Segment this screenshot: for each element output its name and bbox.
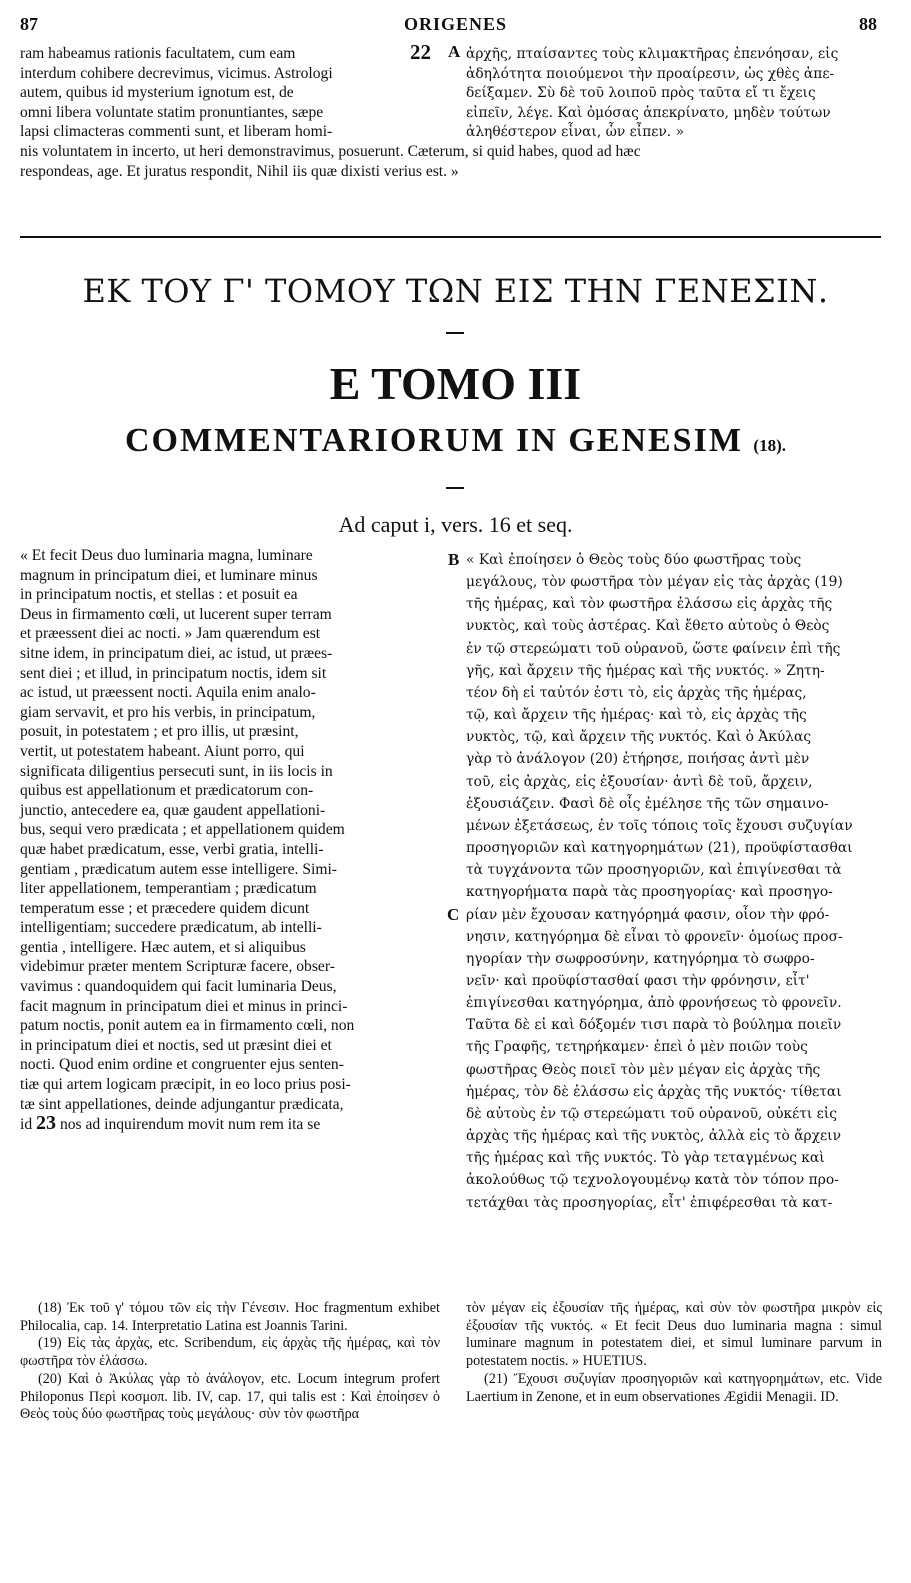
text-line: in principatum noctis, et stellas : et posuit ea — [20, 586, 298, 604]
text-line: μένων ἐξετάσεως, ἐν τοῖς τόποις τοῖς ἔχουσι συζυγίαν — [466, 817, 853, 834]
text-line: bus, sequi vero prædicata ; et appellationem quidem — [20, 821, 345, 839]
text-line: sitne idem, in principatum diei, ac istud, ut præes- — [20, 644, 333, 662]
text-line: tiæ qui artem logicam præcipit, in eo loco prius posi- — [20, 1076, 351, 1094]
text-line: tæ sint appellationes, deinde adjungantur prædicata, — [20, 1095, 344, 1113]
top-greek-column — [466, 45, 881, 143]
text-line: ρίαν μὲν ἔχουσαν κατηγόρημά φασιν, οἷον τὴν φρό- — [466, 906, 830, 923]
text-line: τετάχθαι τὰς προσηγορίας, εἶτ' ἐπιφέρεσθαι τὰ κατ- — [466, 1194, 833, 1211]
text-line: « Et fecit Deus duo luminaria magna, luminare — [20, 547, 313, 564]
text-line: τέον δὴ εἰ ταὐτόν ἐστι τὸ, εἰς ἀρχὰς τῆς ἡμέρας, — [466, 684, 807, 701]
text-line: in principatum diei et noctis, sed ut præsint diei et — [20, 1036, 332, 1054]
text-line: videbimur præter mentem Scripturæ facere, obser- — [20, 958, 335, 976]
top-full-width-text — [20, 142, 880, 181]
text-line: liter appellationem, temperantiam ; prædicatum — [20, 880, 317, 898]
text-line: γῆς, καὶ ἄρχειν τῆς ἡμέρας καὶ τῆς νυκτός. » Ζητη- — [466, 662, 825, 679]
text-line: patum noctis, ponit autem ea in firmamento cœli, non — [20, 1017, 355, 1035]
text-line: ἐξουσιάζειν. Φασὶ δὲ οἷς ἐμέλησε τῆς τῶν σημαινο- — [466, 795, 829, 812]
right-page-number: 88 — [859, 14, 877, 34]
text-line: nocti. Quod enim ordine et congruenter ejus senten- — [20, 1056, 344, 1074]
text-line: giam servavit, et pro his verbis, in principatum, — [20, 703, 316, 721]
text-line: τὰ τυγχάνοντα τῶν προσηγοριῶν, καὶ ἐπιγίνεσθαι τὰ — [466, 862, 842, 879]
text-line: omni libera voluntate statim pronuntiantes, sæpe — [20, 103, 324, 121]
text-line: ἀρχὰς τῆς ἡμέρας καὶ τῆς νυκτὸς, ἀλλὰ εἰς τὸ ἄρχειν — [466, 1128, 841, 1145]
footnote: (20) Καὶ ὁ Ἀκύλας γὰρ τὸ ἀνάλογον, etc. Locum integrum profert Philoponus Περὶ κοσμοπ. lib. IV, cap. 17, qui talis est : Καὶ ἐποίησεν ὁ Θεὸς τοὺς δύο φωστῆρας τοὺς μεγάλους· σὺν τὸν φωστῆρα — [20, 1370, 440, 1423]
text-line: Deus in firmamento cœli, ut lucerent super terram — [20, 605, 332, 623]
title-dash — [446, 332, 464, 334]
text-line: τῆς Γραφῆς, τετηρήκαμεν· ἐπεὶ ὁ μὲν ποιῶν τοὺς — [466, 1039, 808, 1056]
note-reference: (18). — [753, 436, 786, 455]
text-line: et præessent diei ac nocti. » Jam quærendum est — [20, 625, 321, 643]
text-line: lapsi climacteras commenti sunt, et liberam homi- — [20, 123, 333, 141]
text-line: significata diligentius persecuti sunt, in iis locis in — [20, 762, 333, 780]
running-title: ORIGENES — [403, 14, 508, 34]
text-line: quibus est appellationum et prædicatorum con- — [20, 782, 314, 800]
footnote: (21) Ἔχουσι συζυγίαν προσηγοριῶν καὶ κατηγορημάτων, etc. Vide Laertium in Zenone, et in eum observationes Ægidii Menagii. ID. — [466, 1370, 882, 1405]
text-line: vavimus : quandoquidem qui facit luminaria Deus, — [20, 978, 337, 996]
text-line: ἀληθέστερον εἶναι, ὧν εἶπεν. » — [466, 124, 685, 141]
text-line: νυκτὸς, τῷ, καὶ ἄρχειν τῆς νυκτός. Καὶ ὁ Ἀκύλας — [466, 729, 812, 746]
text-line: posuit, in potestatem ; et pro illis, ut præsint, — [20, 723, 299, 741]
text-line: ἀδηλότητα ποιούμενοι τὴν προαίρεσιν, ὡς χθὲς ἀπε- — [466, 65, 835, 82]
text-line: νεῖν· καὶ προϋφίστασθαί φασι τὴν φρόνησιν, εἶτ' — [466, 972, 810, 989]
text-line: εἰπεῖν, λέγε. Καὶ ὀμόσας ἀπεκρίνατο, μηδὲν τούτων — [466, 104, 831, 121]
text-line: vertit, ut potestatem habeant. Aiunt porro, qui — [20, 742, 305, 760]
body-latin-column — [20, 546, 442, 1135]
footnotes-left — [20, 1300, 440, 1424]
text-line: νυκτὸς, καὶ τοὺς ἀστέρας. Καὶ ἔθετο αὐτοὺς ὁ Θεὸς — [466, 618, 830, 635]
text-line: ἀκολούθως τῷ τεχνολογουμένῳ κατὰ τὸν τόπον προ- — [466, 1172, 839, 1189]
latin-section-title: E TOMO III — [329, 358, 582, 409]
footnote: τὸν μέγαν εἰς ἐξουσίαν τῆς ἡμέρας, καὶ σὺν τὸν φωστῆρα μικρὸν εἰς ἐξουσίαν τῆς νυκτός. « Et fecit Deus duo luminaria magna : simul luminare magnum in potestatem diei, et simul luminare parvum in potestatem noctis. » HUETIUS. — [466, 1300, 882, 1370]
subtitle-text: COMMENTARIORUM IN GENESIM — [124, 422, 743, 459]
chapter-reference: Ad caput i, vers. 16 et seq. — [338, 512, 573, 537]
text-line: « Καὶ ἐποίησεν ὁ Θεὸς τοὺς δύο φωστῆρας τοὺς — [466, 552, 802, 568]
column-marker-b: B — [448, 550, 460, 569]
column-marker-a: A — [448, 42, 461, 61]
text-line: τῆς ἡμέρας, καὶ τὸν φωστῆρα ἐλάσσω εἰς ἀρχὰς τῆς — [466, 596, 833, 613]
text-line: interdum cohibere decrevimus, vicimus. Astrologi — [20, 64, 333, 82]
text-line: ram habeamus rationis facultatem, cum eam — [20, 45, 296, 62]
text-line: nis voluntatem in incerto, ut heri demonstravimus, posuerunt. Cæterum, si quid habes, quod ad hæc — [20, 143, 641, 160]
text-line: junctio, antecedere ea, quæ gaudent appellationi- — [20, 801, 326, 819]
greek-section-title: ΕΚ ΤΟΥ Γ' ΤΟΜΟΥ ΤΩΝ ΕΙΣ ΤΗΝ ΓΕΝΕΣΙΝ. — [82, 272, 829, 310]
body-greek-column — [466, 549, 882, 1214]
text-line: ηγορίαν τὴν σωφροσύνην, κατηγόρημα τὸ σωφρο- — [466, 950, 815, 967]
text-line: ἐπιγίνεσθαι κατηγόρημα, ἀπὸ φρονήσεως τὸ φρονεῖν. — [466, 995, 842, 1012]
text-line: ἡμέρας, τὸν δὲ ἐλάσσω εἰς ἀρχὰς τῆς νυκτός· τίθεται — [466, 1083, 842, 1100]
text-line — [20, 1114, 442, 1135]
text-line: intelligentiam; succedere prædicatum, ab intelli- — [20, 919, 322, 937]
margin-number: 23 — [36, 1112, 57, 1135]
footnotes-right — [466, 1300, 882, 1406]
text-fragment: id — [20, 1116, 33, 1134]
text-line: ac istud, ut præessent nocti. Aquila enim analo- — [20, 684, 316, 702]
text-line: τοῦ, εἰς ἀρχὰς, εἰς ἐξουσίαν· ἀντὶ δὲ τοῦ, ἄρχειν, — [466, 773, 813, 790]
section-rule — [20, 236, 881, 238]
text-line: magnum in principatum diei, et luminare minus — [20, 566, 318, 584]
text-line: δείξαμεν. Σὺ δὲ τοῦ λοιποῦ πρὸς ταῦτα εἴ τι ἔχεις — [466, 85, 816, 102]
text-line: νησιν, κατηγόρημα δὲ εἶναι τὸ φρονεῖν· ὁμοίως προσ- — [466, 928, 843, 945]
text-line: sent diei ; et illud, in principatum noctis, idem sit — [20, 664, 327, 682]
footnote: (19) Εἰς τὰς ἀρχὰς, etc. Scribendum, εἰς ἀρχὰς τῆς ἡμέρας, καὶ τὸν φωστῆρα τὸν ἐλάσσω. — [20, 1335, 440, 1370]
text-line: κατηγορήματα παρὰ τὰς προσηγορίας· καὶ προσηγο- — [466, 884, 833, 901]
text-line: autem, quibus id mysterium ignotum est, de — [20, 84, 294, 102]
text-line: τῆς ἡμέρας καὶ τῆς νυκτός. Τὸ γὰρ τεταγμένως καὶ — [466, 1150, 825, 1167]
text-line: quæ habet prædicatum, esse, verbi gratia, intelli- — [20, 840, 324, 858]
margin-number: 22 — [410, 40, 431, 64]
text-line: Ταῦτα δὲ εἰ καὶ δόξομέν τισι παρὰ τὸ βούλημα ποιεῖν — [466, 1017, 842, 1034]
text-line: gentia , intelligere. Hæc autem, et si aliquibus — [20, 938, 306, 956]
text-line: temperatum esse ; et præcedere quidem dicunt — [20, 899, 310, 917]
text-line: δὲ αὐτοὺς ἐν τῷ στερεώματι τοῦ οὐρανοῦ, οὐκέτι εἰς — [466, 1105, 837, 1122]
text-fragment: nos ad inquirendum movit num rem ita se — [59, 1116, 321, 1134]
title-dash — [446, 487, 464, 489]
text-line: φωστῆρας Θεὸς ποιεῖ τὸν μὲν μέγαν εἰς ἀρχὰς τῆς — [466, 1061, 821, 1078]
text-line: γὰρ τὸ ἀνάλογον (20) ἐτήρησε, ποιήσας ἀντὶ μὲν — [466, 751, 810, 768]
text-line: τῷ, καὶ ἄρχειν τῆς ἡμέρας· καὶ τὸ, εἰς ἀρχὰς τῆς — [466, 707, 807, 724]
text-line: ἐν τῷ στερεώματι τοῦ οὐρανοῦ, ὥστε φαίνειν ἐπὶ τῆς — [466, 640, 841, 657]
text-line: respondeas, age. Et juratus respondit, Nihil iis quæ dixisti verius est. » — [20, 162, 459, 180]
left-page-number: 87 — [20, 14, 38, 34]
top-latin-column — [20, 44, 400, 142]
text-line: gentiam , prædicatum autem esse intelligere. Simi- — [20, 860, 337, 878]
text-line: facit magnum in principatum diei et minus in princi- — [20, 997, 348, 1015]
latin-subtitle — [0, 422, 911, 460]
text-line: ἀρχῆς, πταίσαντες τοὺς κλιμακτῆρας ἐπενόησαν, εἰς — [466, 46, 839, 62]
footnote: (18) Ἐκ τοῦ γ' τόμου τῶν εἰς τὴν Γένεσιν. Hoc fragmentum exhibet Philocalia, cap. 14. Interpretatio Latina est Joannis Tarini. — [20, 1300, 440, 1334]
column-marker-c: C — [447, 905, 460, 924]
text-line: προσηγοριῶν καὶ κατηγορημάτων (21), προϋφίστασθαι — [466, 840, 853, 857]
text-line: μεγάλους, τὸν φωστῆρα τὸν μέγαν εἰς τὰς ἀρχὰς (19) — [466, 574, 843, 591]
